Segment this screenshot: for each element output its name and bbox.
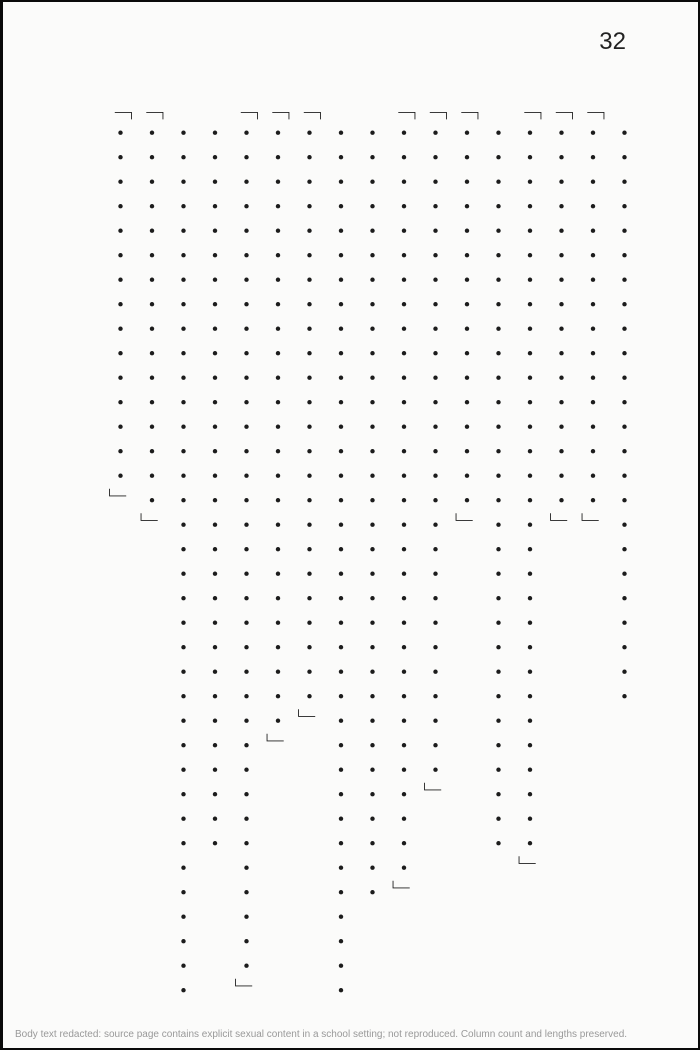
- text-line: ・・・・・・・・・・・・・・・・・・・・・・・・・・・・・・: [482, 96, 508, 856]
- text-line: ・・・・・・・・・・・・・・・・・・・・・・・・・・・・・・・・: [356, 96, 382, 905]
- text-line: 「・・・・・・・・・・・・・・・・」: [135, 96, 162, 537]
- text-line: 「・・・・・・・・・・・・・・・・・・・・・・・・・」: [261, 96, 288, 758]
- text-line: ・・・・・・・・・・・・・・・・・・・・・・・・: [608, 96, 634, 709]
- text-line: 「・・・・・・・・・・・・・・・・」: [450, 96, 477, 537]
- text-line: 「・・・・・・・・・・・・・・・・・・・・・・・・・・・・・・・・・・・」: [230, 96, 256, 1003]
- text-line: 「・・・・・・・・・・・・・・・・」: [576, 96, 603, 537]
- text-line: 「・・・・・・・・・・・・・・・・・・・・・・・・・・・」: [419, 96, 445, 807]
- text-line: 「・・・・・・・・・・・・・・・・・・・・・・・・・・・・・・」: [513, 96, 540, 880]
- text-line: 「・・・・・・・・・・・・・・・・」: [545, 96, 571, 537]
- vertical-text-block: [101, 96, 637, 1018]
- page-number: 32: [599, 28, 626, 55]
- text-line: 「・・・・・・・・・・・・・・・」: [104, 96, 130, 513]
- text-line: 「・・・・・・・・・・・・・・・・・・・・・・・・・・・・・・・」: [387, 96, 414, 905]
- text-line: ・・・・・・・・・・・・・・・・・・・・・・・・・・・・・・・・・・・・: [324, 96, 351, 1003]
- text-line: ・・・・・・・・・・・・・・・・・・・・・・・・・・・・・・: [198, 96, 225, 856]
- text-line: ・・・・・・・・・・・・・・・・・・・・・・・・・・・・・・・・・・・・: [167, 96, 193, 1003]
- text-line: 「・・・・・・・・・・・・・・・・・・・・・・・・」: [293, 96, 319, 733]
- redaction-note: Body text redacted: source page contains explicit sexual content in a school setting; not reproduced. Column count and lengths preserved.: [15, 1029, 628, 1040]
